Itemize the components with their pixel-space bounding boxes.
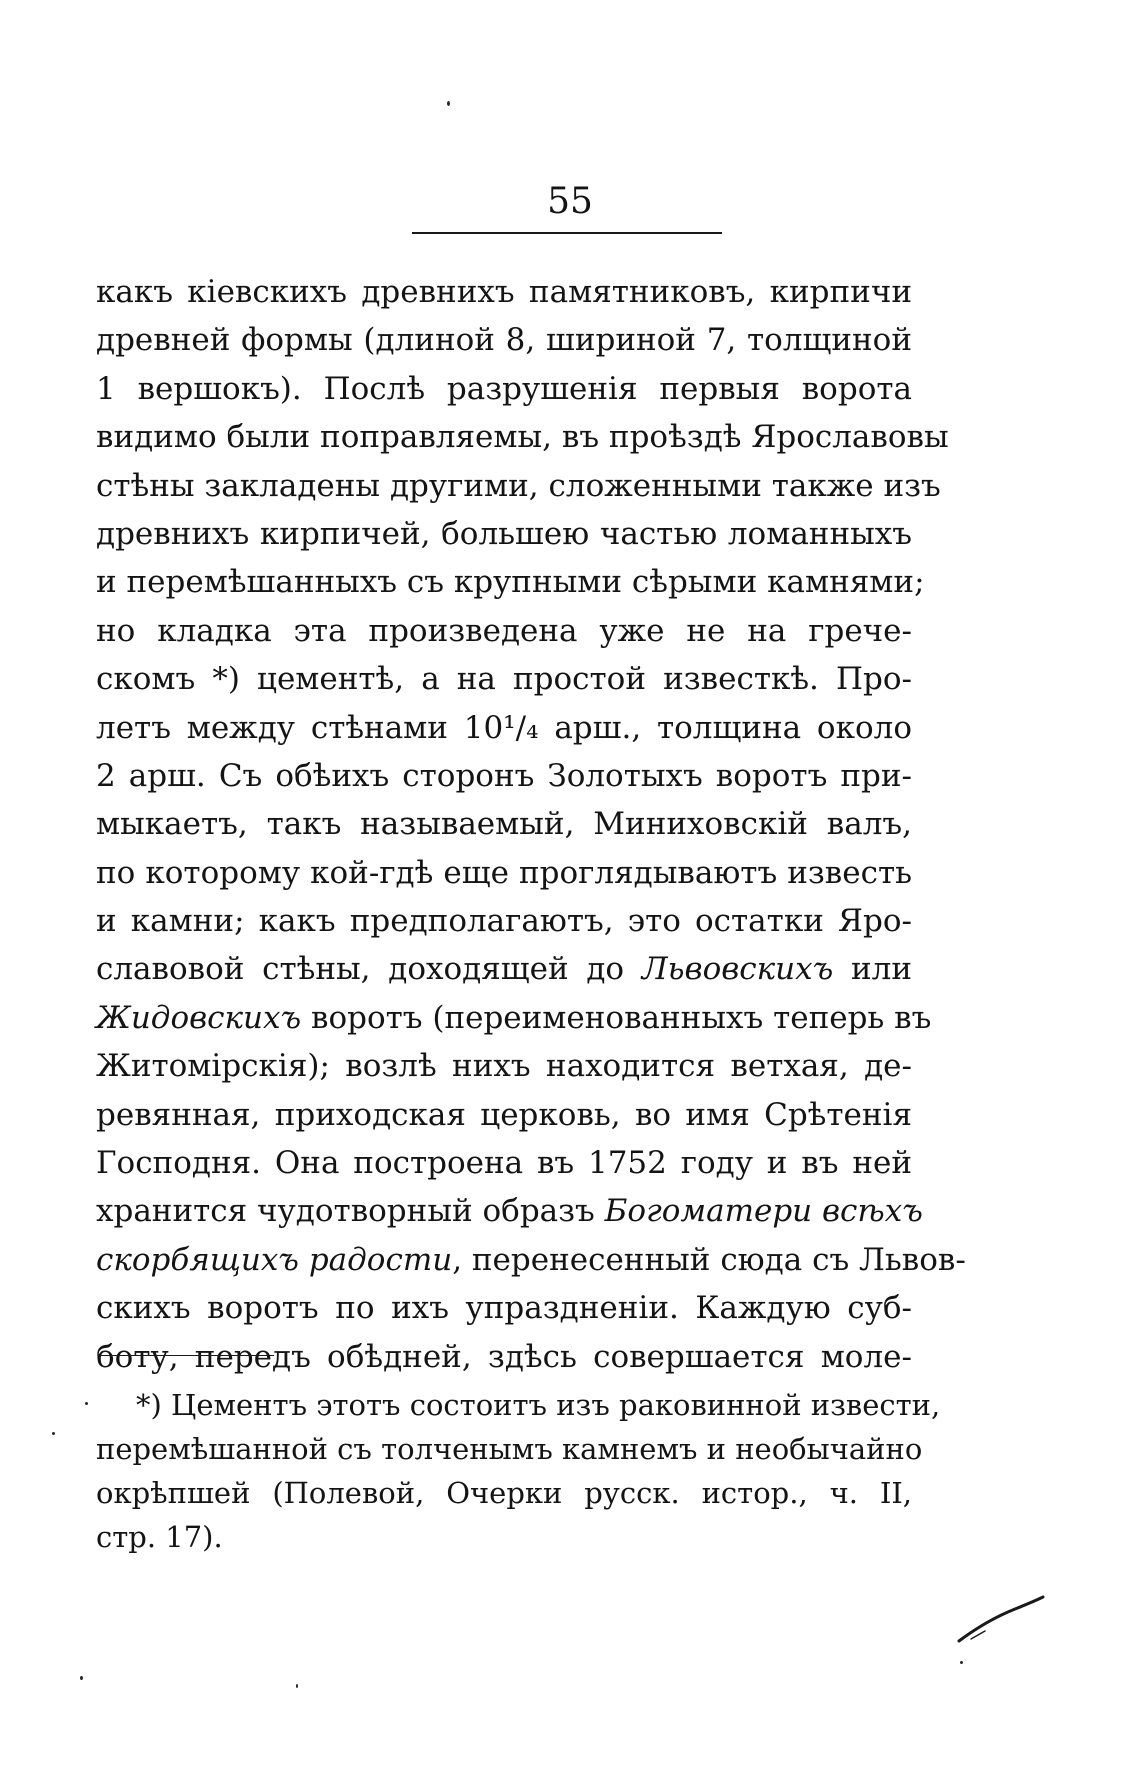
text-segment: воротъ (переименованныхъ теперь въ (301, 999, 932, 1036)
text-line (96, 413, 949, 461)
text-line (96, 607, 912, 655)
text-segment: 1 вершокъ). Послѣ разрушенія первыя ворота (96, 370, 912, 407)
text-segment: какъ кіевскихъ древнихъ памятниковъ, кирпичи (96, 274, 912, 310)
footnote-line: окрѣпшей (Полевой, Очерки русск. истор., ч. II, (96, 1476, 912, 1510)
text-segment: скомъ *) цементѣ, а на простой известкѣ. Про- (96, 661, 912, 698)
text-segment: по которому кой-гдѣ еще проглядываютъ известь (96, 854, 912, 891)
text-line (96, 365, 912, 413)
footnote-rule (98, 1355, 274, 1356)
text-line (96, 1284, 912, 1332)
text-line (96, 752, 912, 800)
text-segment: древнихъ кирпичей, большею частью ломанныхъ (96, 515, 912, 552)
text-line (96, 945, 912, 993)
footnote-line: стр. 17). (96, 1520, 223, 1554)
text-segment: и камни; какъ предполагаютъ, это остатки Яро- (96, 903, 912, 940)
header-rule (412, 232, 722, 234)
text-line (96, 994, 932, 1042)
text-line (96, 1333, 912, 1381)
text-segment: 2 арш. Съ обѣихъ сторонъ Золотыхъ воротъ при- (96, 757, 912, 794)
pen-mark (955, 1595, 1047, 1645)
ink-speck (80, 1676, 83, 1680)
text-line (96, 704, 912, 752)
italic-text: Жидовскихъ (96, 999, 302, 1036)
text-segment: но кладка эта произведена уже не на грече- (96, 612, 912, 649)
text-line (96, 268, 912, 316)
page-number: 55 (547, 181, 593, 222)
text-segment: хранится чудотворный образъ (96, 1193, 605, 1230)
text-segment: стѣны заклaдены другими, сложенными также изъ (96, 467, 941, 504)
text-segment: или (833, 951, 912, 988)
ink-speck (447, 101, 450, 106)
text-line (96, 316, 912, 364)
text-line (96, 897, 912, 945)
body-text (96, 268, 966, 1381)
text-line (96, 1139, 912, 1187)
footnote (96, 1383, 941, 1559)
ink-speck (296, 1684, 298, 1688)
text-line (96, 510, 912, 558)
footnote-line: *) Цементъ этотъ состоитъ изъ раковинной извести, (136, 1388, 941, 1422)
text-segment: видимо были поправляемы, въ проѣздѣ Ярославовы (96, 419, 949, 456)
italic-text: Богоматери всѣхъ (604, 1193, 923, 1230)
text-segment: скихъ воротъ по ихъ упраздненіи. Каждую суб- (96, 1290, 912, 1327)
italic-text: Львовскихъ (641, 951, 834, 988)
ink-speck (85, 1402, 88, 1405)
text-line (96, 462, 941, 510)
ink-speck (960, 1661, 963, 1664)
text-line (96, 849, 912, 897)
text-segment: , перенесенный сюда съ Львов- (452, 1241, 966, 1278)
italic-text: скорбящихъ радости (96, 1241, 453, 1278)
text-line (96, 800, 912, 848)
text-segment: мыкаетъ, такъ называемый, Миниховскій валъ, (96, 806, 912, 843)
ink-speck (52, 1432, 55, 1435)
text-segment: летъ между стѣнами 10¹/₄ арш., толщина около (96, 709, 912, 746)
text-segment: Господня. Она построена въ 1752 году и въ ней (96, 1145, 912, 1182)
text-segment: славовой стѣны, доходящей до (96, 951, 642, 988)
text-line (96, 1091, 912, 1139)
text-line (96, 1042, 912, 1090)
text-segment: древней формы (длиной 8, шириной 7, толщиной (96, 322, 912, 359)
text-segment: Житомірскія); возлѣ нихъ находится ветхая, де- (96, 1048, 912, 1085)
text-line (96, 1187, 923, 1235)
footnote-line: перемѣшанной съ толченымъ камнемъ и необычайно (96, 1432, 923, 1466)
text-segment: боту, передъ обѣдней, здѣсь совершается моле- (96, 1338, 912, 1375)
text-segment: и перемѣшанныхъ съ крупными сѣрыми камнями; (96, 564, 925, 601)
text-line (96, 1236, 966, 1284)
text-segment: ревянная, приходская церковь, во имя Срѣтенія (96, 1096, 912, 1133)
text-line (96, 655, 912, 703)
text-line (96, 558, 925, 606)
